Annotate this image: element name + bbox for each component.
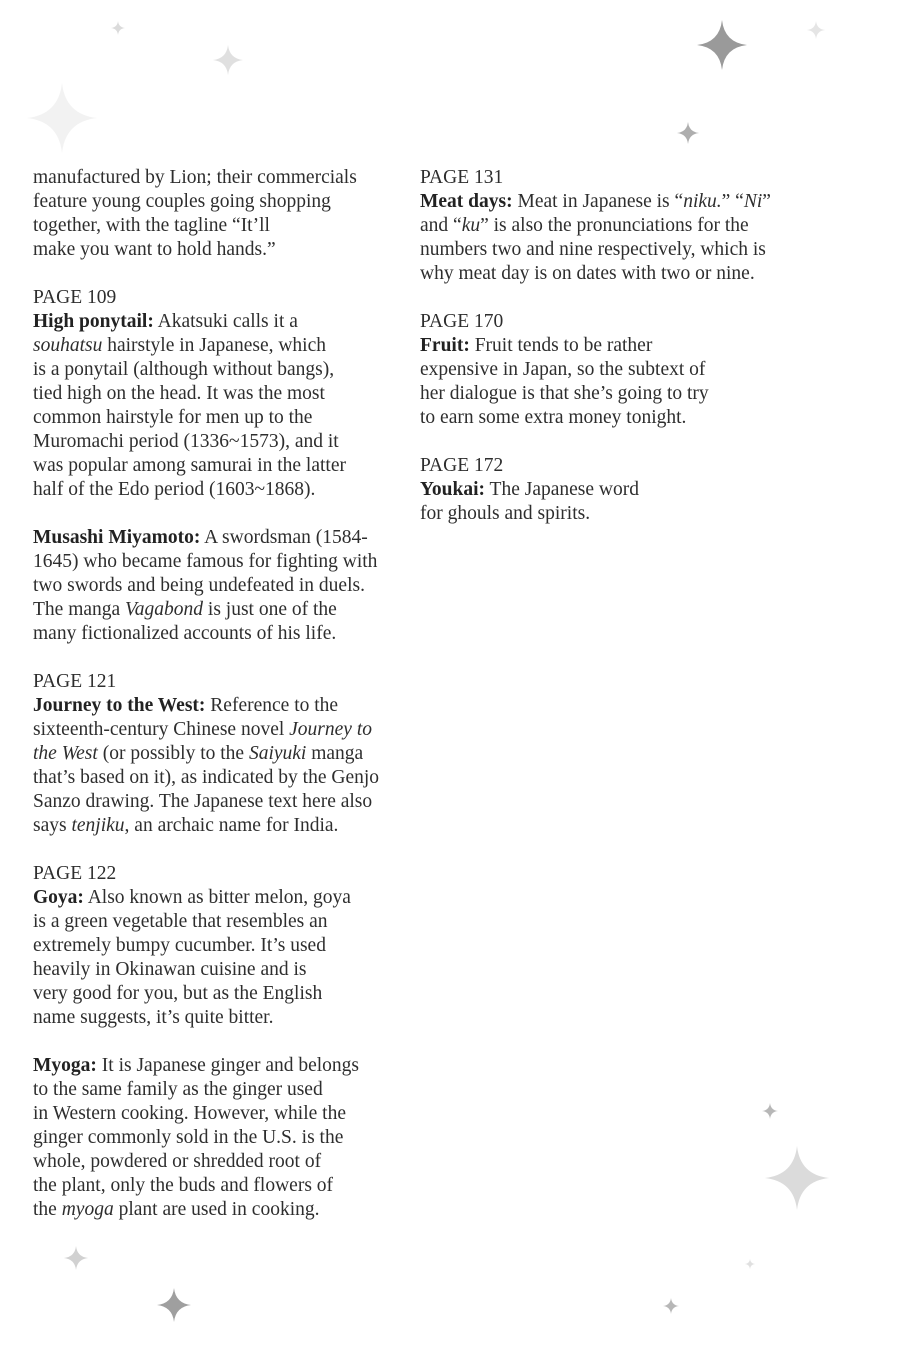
note-line <box>33 1102 413 1126</box>
note-line <box>33 310 413 334</box>
note-line <box>33 1198 413 1222</box>
note-text: A swordsman (1584- <box>200 527 368 548</box>
sparkle-star-icon <box>807 21 825 39</box>
note-text: the <box>33 1199 62 1220</box>
note-text: why meat day is on dates with two or nine. <box>420 263 755 284</box>
translation-note <box>420 454 820 526</box>
note-text: expensive in Japan, so the subtext of <box>420 359 706 380</box>
note-line <box>33 934 413 958</box>
sparkle-star-icon <box>157 1288 191 1322</box>
note-text: ” “ <box>721 191 744 212</box>
note-line <box>420 454 820 478</box>
note-text: numbers two and nine respectively, which is <box>420 239 766 260</box>
note-text: Fruit tends to be rather <box>469 335 653 356</box>
note-text: sixteenth-century Chinese novel <box>33 719 290 740</box>
note-line <box>420 166 820 190</box>
translation-note <box>33 286 413 502</box>
sparkle-star-icon <box>111 21 125 35</box>
note-line <box>33 766 413 790</box>
note-text: is just one of the <box>203 599 337 620</box>
note-line <box>33 742 413 766</box>
note-line <box>33 286 413 310</box>
translation-note <box>33 862 413 1030</box>
note-text: PAGE 131 <box>420 167 504 188</box>
note-text: PAGE 122 <box>33 863 117 884</box>
note-line <box>33 334 413 358</box>
note-text: to earn some extra money tonight. <box>420 407 687 428</box>
note-text: Akatsuki calls it a <box>153 311 298 332</box>
italic-text: Saiyuki <box>248 743 307 764</box>
note-line <box>33 1006 413 1030</box>
note-line <box>33 382 413 406</box>
note-term: Fruit: <box>420 335 470 356</box>
note-text: for ghouls and spirits. <box>420 503 591 524</box>
note-text: Meat in Japanese is “ <box>512 191 684 212</box>
note-line <box>33 862 413 886</box>
italic-text: souhatsu <box>33 335 103 356</box>
note-text: Sanzo drawing. The Japanese text here also <box>33 791 373 812</box>
note-line <box>420 406 820 430</box>
sparkle-star-icon <box>663 1298 679 1314</box>
note-line <box>420 238 820 262</box>
note-text: in Western cooking. However, while the <box>33 1103 346 1124</box>
note-line <box>33 1078 413 1102</box>
note-line <box>33 670 413 694</box>
note-line <box>420 478 820 502</box>
note-line <box>33 958 413 982</box>
italic-text: ku <box>461 215 481 236</box>
note-line <box>33 1126 413 1150</box>
note-text: was popular among samurai in the latter <box>33 455 346 476</box>
note-text: tied high on the head. It was the most <box>33 383 325 404</box>
translation-note <box>33 670 413 838</box>
sparkle-star-icon <box>27 83 97 153</box>
note-text: feature young couples going shopping <box>33 191 331 212</box>
note-line <box>420 214 820 238</box>
note-line <box>33 694 413 718</box>
note-text: name suggests, it’s quite bitter. <box>33 1007 274 1028</box>
note-text: very good for you, but as the English <box>33 983 323 1004</box>
note-line <box>33 358 413 382</box>
italic-text: tenjiku <box>71 815 125 836</box>
note-line <box>33 1054 413 1078</box>
italic-text: niku. <box>683 191 722 212</box>
sparkle-star-icon <box>745 1259 755 1269</box>
italic-text: Ni <box>743 191 763 212</box>
note-line <box>33 430 413 454</box>
note-line <box>33 454 413 478</box>
notes-column-right <box>420 166 820 550</box>
note-text: , an archaic name for India. <box>124 815 339 836</box>
note-text: to the same family as the ginger used <box>33 1079 323 1100</box>
note-text: ” <box>762 191 771 212</box>
note-line <box>33 214 413 238</box>
note-line <box>33 550 413 574</box>
note-line <box>33 790 413 814</box>
sparkle-star-icon <box>213 45 243 75</box>
note-line <box>33 406 413 430</box>
note-text: is a ponytail (although without bangs), <box>33 359 335 380</box>
note-text: is a green vegetable that resembles an <box>33 911 328 932</box>
italic-text: Journey to <box>289 719 372 740</box>
note-line <box>33 1174 413 1198</box>
note-line <box>33 574 413 598</box>
note-text: her dialogue is that she’s going to try <box>420 383 709 404</box>
note-text: manga <box>306 743 364 764</box>
note-text: many fictionalized accounts of his life. <box>33 623 337 644</box>
note-text: PAGE 121 <box>33 671 117 692</box>
note-text: says <box>33 815 72 836</box>
note-text: that’s based on it), as indicated by the Genjo <box>33 767 380 788</box>
note-text: make you want to hold hands.” <box>33 239 276 260</box>
italic-text: Vagabond <box>125 599 204 620</box>
translation-note <box>33 166 413 262</box>
note-line <box>420 382 820 406</box>
note-text: Muromachi period (1336~1573), and it <box>33 431 339 452</box>
note-line <box>420 334 820 358</box>
note-line <box>420 310 820 334</box>
note-line <box>33 1150 413 1174</box>
note-text: hairstyle in Japanese, which <box>102 335 326 356</box>
note-term: Meat days: <box>420 191 513 212</box>
note-text: extremely bumpy cucumber. It’s used <box>33 935 326 956</box>
note-text: 1645) who became famous for fighting with <box>33 551 378 572</box>
note-text: common hairstyle for men up to the <box>33 407 313 428</box>
note-line <box>420 502 820 526</box>
note-text: PAGE 172 <box>420 455 504 476</box>
notes-column-left <box>33 166 413 1246</box>
note-line <box>33 478 413 502</box>
italic-text: myoga <box>61 1199 114 1220</box>
note-term: Journey to the West: <box>33 695 206 716</box>
note-line <box>33 886 413 910</box>
note-text: plant are used in cooking. <box>113 1199 320 1220</box>
translation-note <box>420 310 820 430</box>
sparkle-star-icon <box>765 1146 829 1210</box>
sparkle-star-icon <box>762 1103 778 1119</box>
note-text: (or possibly to the <box>97 743 249 764</box>
note-line <box>33 622 413 646</box>
note-text: Reference to the <box>205 695 339 716</box>
note-line <box>33 718 413 742</box>
note-line <box>420 190 820 214</box>
note-text: manufactured by Lion; their commercials <box>33 167 357 188</box>
note-text: ” is also the pronunciations for the <box>480 215 749 236</box>
note-line <box>33 910 413 934</box>
note-text: PAGE 109 <box>33 287 117 308</box>
note-text: The Japanese word <box>485 479 639 500</box>
note-text: whole, powdered or shredded root of <box>33 1151 322 1172</box>
note-text: together, with the tagline “It’ll <box>33 215 270 236</box>
note-line <box>33 814 413 838</box>
translation-note <box>33 526 413 646</box>
note-line <box>33 238 413 262</box>
note-line <box>33 190 413 214</box>
note-line <box>420 358 820 382</box>
note-text: Also known as bitter melon, goya <box>83 887 351 908</box>
note-text: It is Japanese ginger and belongs <box>96 1055 360 1076</box>
note-line <box>33 598 413 622</box>
sparkle-star-icon <box>677 122 699 144</box>
note-line <box>33 526 413 550</box>
note-term: Goya: <box>33 887 84 908</box>
sparkle-star-icon <box>697 20 747 70</box>
note-text: the plant, only the buds and flowers of <box>33 1175 334 1196</box>
note-line <box>33 982 413 1006</box>
note-text: and “ <box>420 215 462 236</box>
note-text: PAGE 170 <box>420 311 504 332</box>
note-term: Myoga: <box>33 1055 97 1076</box>
note-term: High ponytail: <box>33 311 154 332</box>
note-text: half of the Edo period (1603~1868). <box>33 479 316 500</box>
note-text: heavily in Okinawan cuisine and is <box>33 959 307 980</box>
translation-note <box>33 1054 413 1222</box>
italic-text: the West <box>33 743 98 764</box>
note-text: ginger commonly sold in the U.S. is the <box>33 1127 344 1148</box>
note-line <box>33 166 413 190</box>
note-text: two swords and being undefeated in duels. <box>33 575 365 596</box>
note-text: The manga <box>33 599 126 620</box>
note-line <box>420 262 820 286</box>
note-term: Youkai: <box>420 479 486 500</box>
translation-note <box>420 166 820 286</box>
note-term: Musashi Miyamoto: <box>33 527 201 548</box>
sparkle-star-icon <box>64 1246 88 1270</box>
